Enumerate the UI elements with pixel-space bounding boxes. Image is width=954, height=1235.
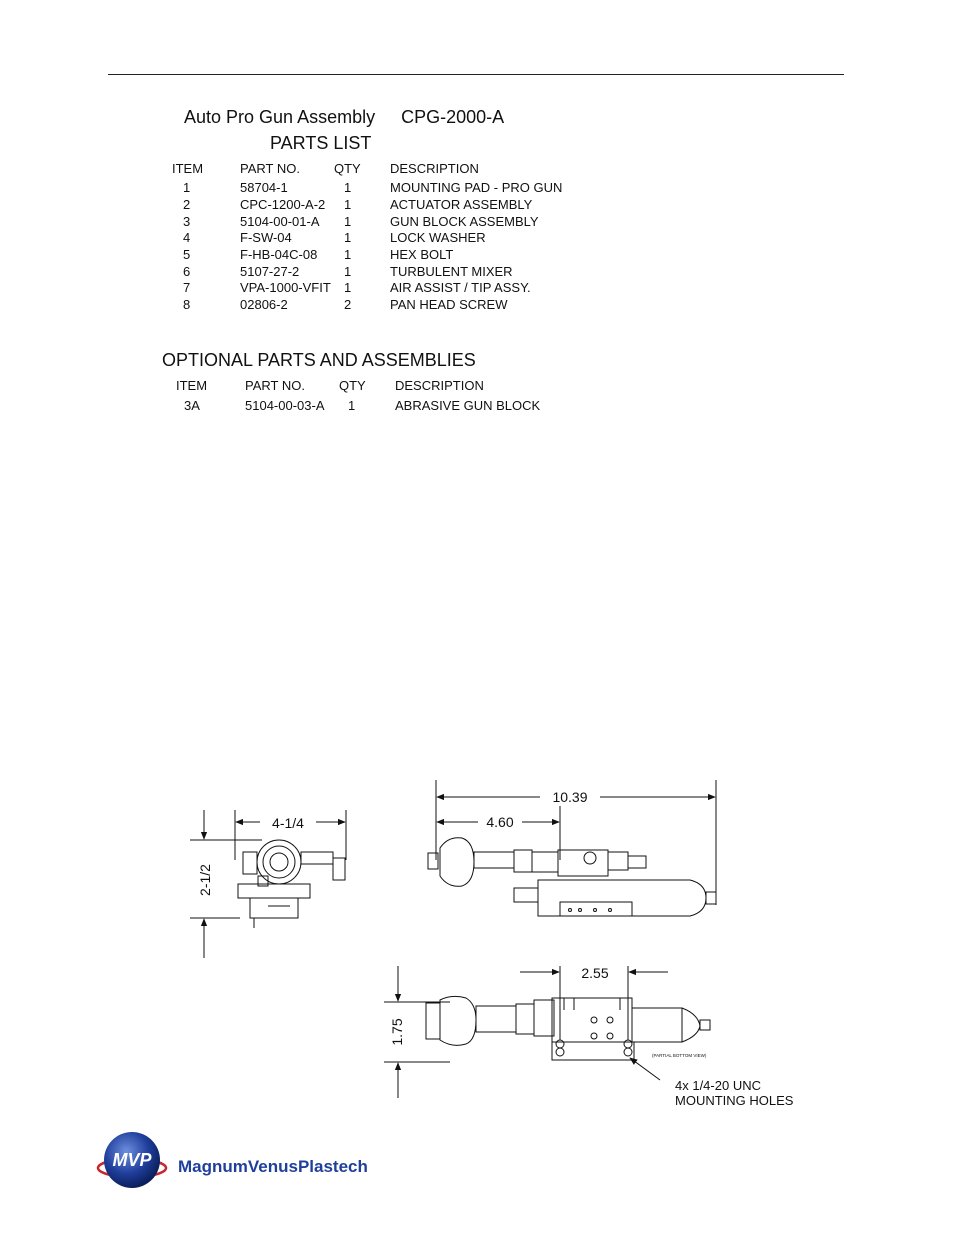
row-description: TURBULENT MIXER bbox=[390, 264, 513, 279]
row-description: ACTUATOR ASSEMBLY bbox=[390, 197, 533, 212]
row-part-no: 58704-1 bbox=[240, 180, 288, 195]
row-qty: 1 bbox=[344, 280, 352, 295]
row-part-no: F-HB-04C-08 bbox=[240, 247, 318, 262]
row-item: 2 bbox=[183, 197, 191, 212]
dim-hole-spacing: 2.55 bbox=[581, 965, 609, 981]
col-qty-header: QTY bbox=[339, 378, 366, 393]
row-qty: 1 bbox=[344, 197, 352, 212]
row-part-no: 5104-00-03-A bbox=[245, 398, 325, 413]
col-item-header: ITEM bbox=[172, 161, 204, 176]
dim-bottom-height: 1.75 bbox=[389, 1018, 405, 1046]
row-part-no: 5104-00-01-A bbox=[240, 214, 320, 229]
row-part-no: F-SW-04 bbox=[240, 230, 292, 245]
note-holes-line2: MOUNTING HOLES bbox=[675, 1093, 794, 1108]
row-part-no: CPC-1200-A-2 bbox=[240, 197, 326, 212]
row-description: AIR ASSIST / TIP ASSY. bbox=[390, 280, 531, 295]
row-item: 1 bbox=[183, 180, 191, 195]
bottom-view bbox=[384, 966, 710, 1098]
optional-heading: OPTIONAL PARTS AND ASSEMBLIES bbox=[162, 350, 476, 370]
note-partial-bottom-view: (PARTIAL BOTTOM VIEW) bbox=[652, 1053, 707, 1058]
note-holes-line1: 4x 1/4-20 UNC bbox=[675, 1078, 761, 1093]
row-description: LOCK WASHER bbox=[390, 230, 486, 245]
row-description: GUN BLOCK ASSEMBLY bbox=[390, 214, 539, 229]
row-part-no: 02806-2 bbox=[240, 297, 288, 312]
row-qty: 1 bbox=[344, 264, 352, 279]
company-name: MagnumVenusPlastech bbox=[178, 1157, 368, 1176]
row-part-no: 5107-27-2 bbox=[240, 264, 300, 279]
row-description: HEX BOLT bbox=[390, 247, 454, 262]
dim-overall-length: 10.39 bbox=[552, 789, 588, 805]
row-qty: 1 bbox=[344, 247, 352, 262]
doc-title-text: Auto Pro Gun Assembly bbox=[184, 107, 376, 127]
row-qty: 1 bbox=[344, 180, 352, 195]
row-qty: 1 bbox=[344, 214, 352, 229]
row-item: 7 bbox=[183, 280, 191, 295]
col-qty-header: QTY bbox=[334, 161, 361, 176]
col-item-header: ITEM bbox=[176, 378, 208, 393]
row-description: MOUNTING PAD - PRO GUN bbox=[390, 180, 563, 195]
col-partno-header: PART NO. bbox=[245, 378, 305, 393]
row-item: 3A bbox=[184, 398, 200, 413]
row-qty: 1 bbox=[348, 398, 356, 413]
company-logo bbox=[96, 1128, 386, 1198]
row-item: 5 bbox=[183, 247, 191, 262]
row-item: 3 bbox=[183, 214, 191, 229]
dim-length-to-block: 4.60 bbox=[486, 814, 514, 830]
logo-initials: MVP bbox=[112, 1150, 152, 1170]
row-qty: 1 bbox=[344, 230, 352, 245]
mvp-logo-mark bbox=[96, 1128, 386, 1198]
row-description: PAN HEAD SCREW bbox=[390, 297, 508, 312]
row-item: 8 bbox=[183, 297, 191, 312]
row-part-no: VPA-1000-VFIT bbox=[240, 280, 331, 295]
col-description-header: DESCRIPTION bbox=[390, 161, 479, 176]
dim-width-end: 4-1/4 bbox=[272, 815, 304, 831]
col-partno-header: PART NO. bbox=[240, 161, 300, 176]
row-item: 6 bbox=[183, 264, 191, 279]
end-view bbox=[190, 810, 346, 958]
dim-height-end: 2-1/2 bbox=[197, 864, 213, 896]
parts-list-heading: PARTS LIST bbox=[270, 133, 372, 153]
doc-model: CPG-2000-A bbox=[401, 107, 505, 127]
col-description-header: DESCRIPTION bbox=[395, 378, 484, 393]
row-item: 4 bbox=[183, 230, 191, 245]
row-qty: 2 bbox=[344, 297, 352, 312]
row-description: ABRASIVE GUN BLOCK bbox=[395, 398, 541, 413]
